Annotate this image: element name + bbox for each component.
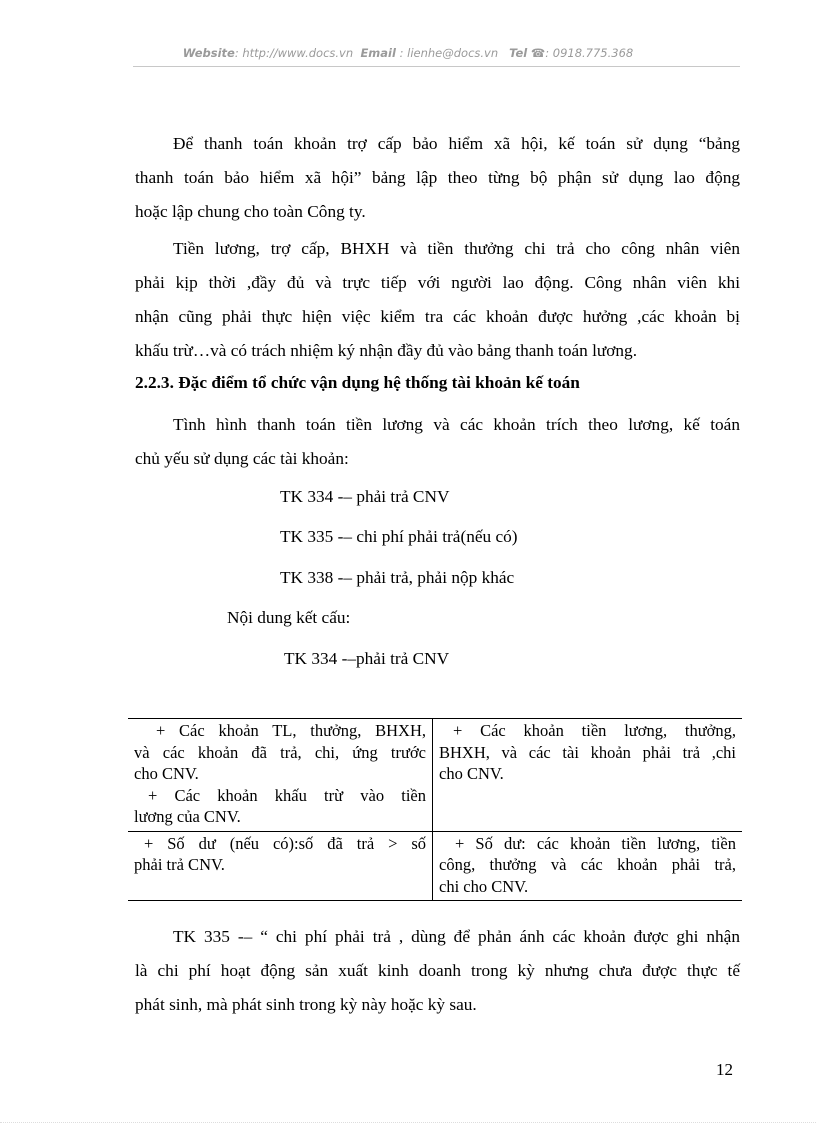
table-row — [128, 831, 742, 901]
paragraph-line: là chi phí hoạt động sản xuất kinh doanh trong kỳ nhưng chưa được thực tế — [135, 961, 740, 980]
cell-line: BHXH, và các tài khoản phải trả ,chi — [439, 742, 736, 762]
paragraph-line: Tiền lương, trợ cấp, BHXH và tiền thưởng chi trả cho công nhân viên — [173, 239, 740, 258]
header-divider — [133, 66, 740, 67]
tel-label: Tel — [509, 46, 528, 60]
paragraph-line: Để thanh toán khoản trợ cấp bảo hiểm xã hội, kế toán sử dụng “bảng — [173, 134, 740, 153]
paragraph-4 — [135, 920, 740, 1022]
cell-line: + Số dư (nếu có):số đã trả > số — [144, 833, 426, 853]
credit-balance-cell — [433, 831, 743, 901]
cell-line: và các khoản đã trả, chi, ứng trước — [134, 742, 426, 762]
paragraph-line: phải kịp thời ,đầy đủ và trực tiếp với người lao động. Công nhân viên khi — [135, 273, 740, 292]
account-item: TK 334 -– phải trả CNV — [280, 487, 450, 506]
website-label: Website — [182, 46, 235, 60]
cell-line: chi cho CNV. — [439, 876, 529, 896]
section-heading: 2.2.3. Đặc điểm tổ chức vận dụng hệ thống tài khoản kế toán — [135, 373, 580, 392]
credit-cell — [433, 719, 743, 832]
structure-label: Nội dung kết cấu: — [227, 608, 351, 627]
cell-line: + Các khoản khấu trừ vào tiền — [148, 785, 426, 805]
table-row — [128, 719, 742, 832]
t-account-table — [128, 718, 742, 901]
website-value: : http://www.docs.vn — [234, 46, 354, 60]
email-label: Email — [360, 46, 396, 60]
account-item: TK 338 -– phải trả, phải nộp khác — [280, 568, 515, 587]
paragraph-line: hoặc lập chung cho toàn Công ty. — [135, 202, 366, 221]
cell-line: lương của CNV. — [134, 807, 241, 826]
page-number: 12 — [716, 1060, 733, 1079]
cell-line: phải trả CNV. — [134, 855, 225, 874]
tel-value: : 0918.775.368 — [545, 46, 634, 60]
cell-line: + Các khoản tiền lương, thưởng, — [453, 721, 736, 740]
cell-line: cho CNV. — [134, 764, 199, 783]
paragraph-2 — [135, 232, 740, 368]
cell-line: + Các khoản TL, thưởng, BHXH, — [156, 721, 426, 740]
paragraph-line: chủ yếu sử dụng các tài khoản: — [135, 449, 349, 468]
paragraph-line: thanh toán bảo hiểm xã hội” bảng lập theo từng bộ phận sử dụng lao động — [135, 168, 740, 187]
cell-line: công, thưởng và các khoản phải trả, — [439, 855, 736, 874]
paragraph-line: TK 335 -– “ chi phí phải trả , dùng để phản ánh các khoản được ghi nhận — [173, 927, 740, 946]
email-value: : lienhe@docs.vn — [399, 46, 499, 60]
account-title: TK 334 -–phải trả CNV — [284, 649, 450, 668]
paragraph-line: khấu trừ…và có trách nhiệm ký nhận đầy đủ vào bảng thanh toán lương. — [135, 341, 638, 360]
debit-cell — [128, 719, 433, 832]
cell-line: + Số dư: các khoản tiền lương, tiền — [455, 833, 736, 853]
paragraph-1 — [135, 127, 740, 229]
paragraph-3 — [135, 408, 740, 476]
debit-balance-cell — [128, 831, 433, 901]
phone-icon: ☎ — [530, 46, 546, 60]
paragraph-line: Tình hình thanh toán tiền lương và các khoản trích theo lương, kế toán — [173, 415, 740, 434]
paragraph-line: nhận cũng phải thực hiện việc kiểm tra các khoản được hưởng ,các khoản bị — [135, 307, 740, 326]
cell-line: cho CNV. — [439, 764, 504, 783]
account-item: TK 335 -– chi phí phải trả(nếu có) — [280, 527, 518, 546]
page-header — [0, 46, 816, 60]
paragraph-line: phát sinh, mà phát sinh trong kỳ này hoặc kỳ sau. — [135, 995, 477, 1014]
